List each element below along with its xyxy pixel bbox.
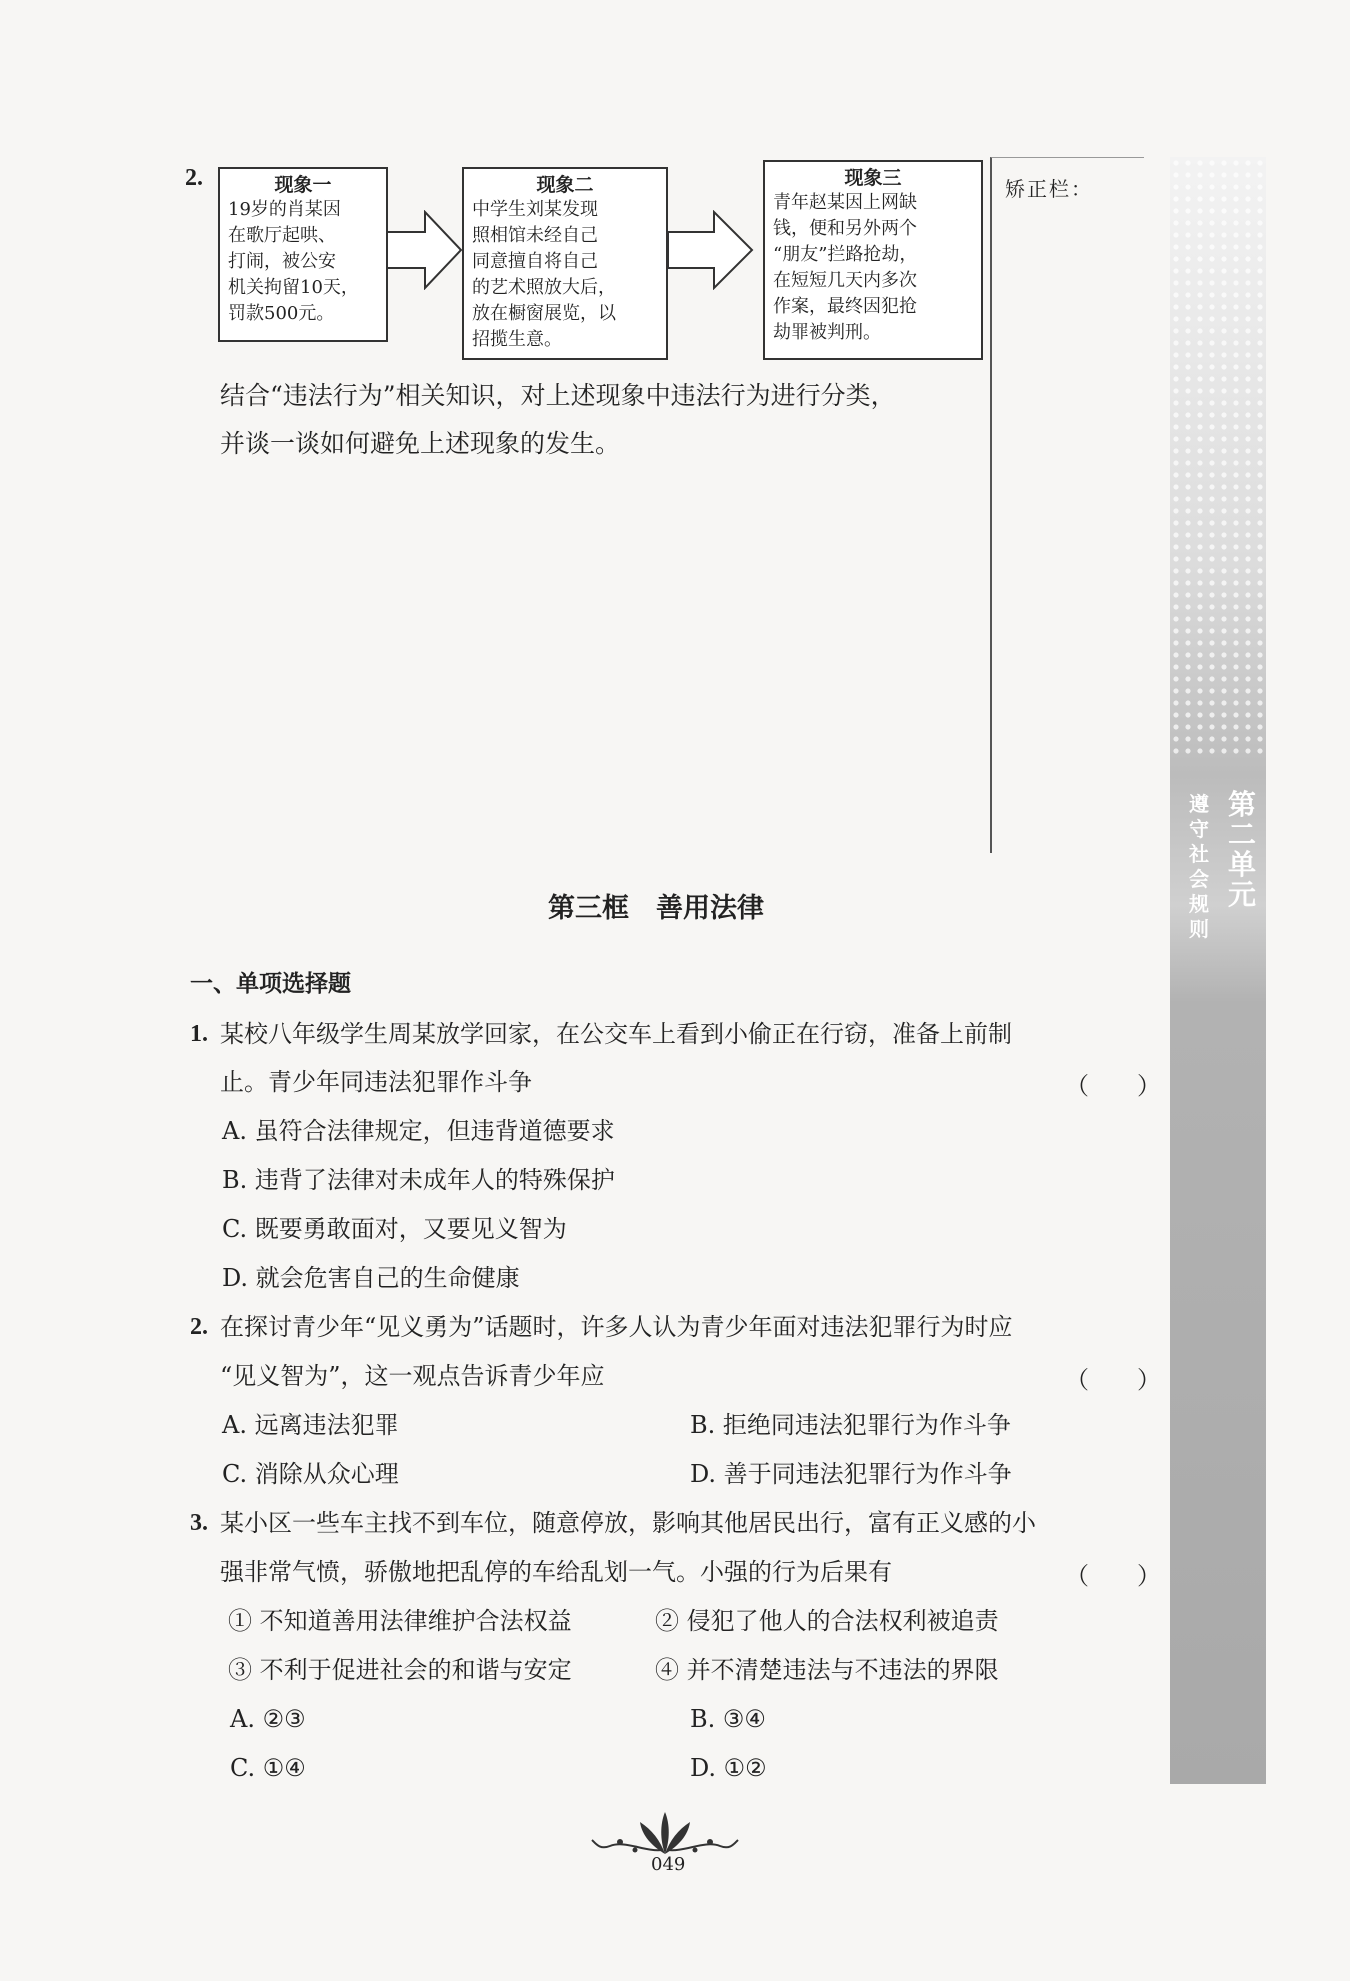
phenomenon-line: 中学生刘某发现 xyxy=(472,199,598,220)
phenomenon-line: 打闹，被公安 xyxy=(228,251,336,272)
option: C. ①④ xyxy=(230,1754,306,1782)
correction-label: 矫正栏： xyxy=(1005,177,1093,201)
option: C. 既要勇敢面对，又要见义智为 xyxy=(222,1215,567,1243)
phenomenon-title: 现象三 xyxy=(844,167,902,189)
correction-column xyxy=(990,157,1144,853)
phenomenon-line: 照相馆未经自己 xyxy=(472,225,598,246)
option: C. 消除从众心理 xyxy=(222,1460,399,1488)
statement: ① 不知道善用法律维护合法权益 xyxy=(228,1607,572,1635)
question-number: 2. xyxy=(185,165,203,191)
arrow-right-icon xyxy=(666,210,756,290)
question-prompt: 结合“违法行为”相关知识，对上述现象中违法行为进行分类， xyxy=(220,381,896,410)
phenomenon-line: 在歌厅起哄、 xyxy=(228,225,336,246)
answer-blank: （ ） xyxy=(1065,1072,1161,1100)
question-text: 某小区一些车主找不到车位，随意停放，影响其他居民出行，富有正义感的小 xyxy=(220,1509,1036,1537)
phenomenon-title: 现象二 xyxy=(536,174,594,196)
phenomenon-line: 的艺术照放大后， xyxy=(472,277,616,298)
section-title: 第三框 善用法律 xyxy=(548,893,764,924)
question-number: 3. xyxy=(190,1510,208,1536)
phenomenon-box-1 xyxy=(218,167,388,342)
phenomenon-box-3 xyxy=(763,160,983,360)
phenomenon-line: “朋友”拦路抢劫， xyxy=(773,244,918,265)
option: B. 违背了法律对未成年人的特殊保护 xyxy=(222,1166,615,1194)
phenomenon-line: 罚款500元。 xyxy=(228,303,335,324)
question-text: 止。青少年同违法犯罪作斗争 xyxy=(220,1068,532,1096)
question-number: 1. xyxy=(190,1021,208,1047)
option: A. ②③ xyxy=(230,1705,306,1733)
halftone-pattern xyxy=(1170,157,1266,757)
phenomenon-line: 作案，最终因犯抢 xyxy=(773,296,917,317)
phenomenon-line: 劫罪被判刑。 xyxy=(773,322,881,343)
phenomenon-line: 19岁的肖某因 xyxy=(228,199,341,220)
question-number: 2. xyxy=(190,1314,208,1340)
unit-title: 第二单元 xyxy=(1228,788,1257,911)
answer-blank: （ ） xyxy=(1065,1562,1161,1590)
phenomenon-line: 同意擅自将自己 xyxy=(472,251,598,272)
unit-side-tab xyxy=(1170,157,1266,1784)
option: B. 拒绝同违法犯罪行为作斗争 xyxy=(690,1411,1011,1439)
statement: ④ 并不清楚违法与不违法的界限 xyxy=(655,1656,999,1684)
phenomenon-line: 钱，便和另外两个 xyxy=(773,218,917,239)
statement: ② 侵犯了他人的合法权利被追责 xyxy=(655,1607,999,1635)
option: A. 远离违法犯罪 xyxy=(222,1411,399,1439)
question-text: 在探讨青少年“见义勇为”话题时，许多人认为青少年面对违法犯罪行为时应 xyxy=(220,1313,1013,1341)
question-text: “见义智为”，这一观点告诉青少年应 xyxy=(220,1362,605,1390)
option: D. ①② xyxy=(690,1754,767,1782)
option: D. 善于同违法犯罪行为作斗争 xyxy=(690,1460,1012,1488)
phenomenon-title: 现象一 xyxy=(274,174,332,196)
question-text: 强非常气愤，骄傲地把乱停的车给乱划一气。小强的行为后果有 xyxy=(220,1558,892,1586)
phenomenon-line: 招揽生意。 xyxy=(472,329,562,350)
option: A. 虽符合法律规定，但违背道德要求 xyxy=(222,1117,615,1145)
arrow-right-icon xyxy=(385,210,465,290)
phenomenon-line: 机关拘留10天， xyxy=(228,277,359,298)
question-text: 某校八年级学生周某放学回家，在公交车上看到小偷正在行窃，准备上前制 xyxy=(220,1020,1012,1048)
option: B. ③④ xyxy=(690,1705,766,1733)
answer-blank: （ ） xyxy=(1065,1366,1161,1394)
phenomenon-line: 在短短几天内多次 xyxy=(773,270,917,291)
question-prompt: 并谈一谈如何避免上述现象的发生。 xyxy=(220,429,621,458)
phenomenon-box-2 xyxy=(462,167,668,360)
phenomenon-line: 放在橱窗展览，以 xyxy=(472,303,616,324)
statement: ③ 不利于促进社会的和谐与安定 xyxy=(228,1656,572,1684)
unit-subtitle: 遵守社会规则 xyxy=(1189,792,1209,941)
page-number: 049 xyxy=(651,1854,686,1875)
phenomenon-line: 青年赵某因上网缺 xyxy=(773,192,917,213)
option: D. 就会危害自己的生命健康 xyxy=(222,1264,520,1292)
part-title: 一、单项选择题 xyxy=(190,971,351,997)
floral-ornament-icon xyxy=(590,1810,740,1858)
